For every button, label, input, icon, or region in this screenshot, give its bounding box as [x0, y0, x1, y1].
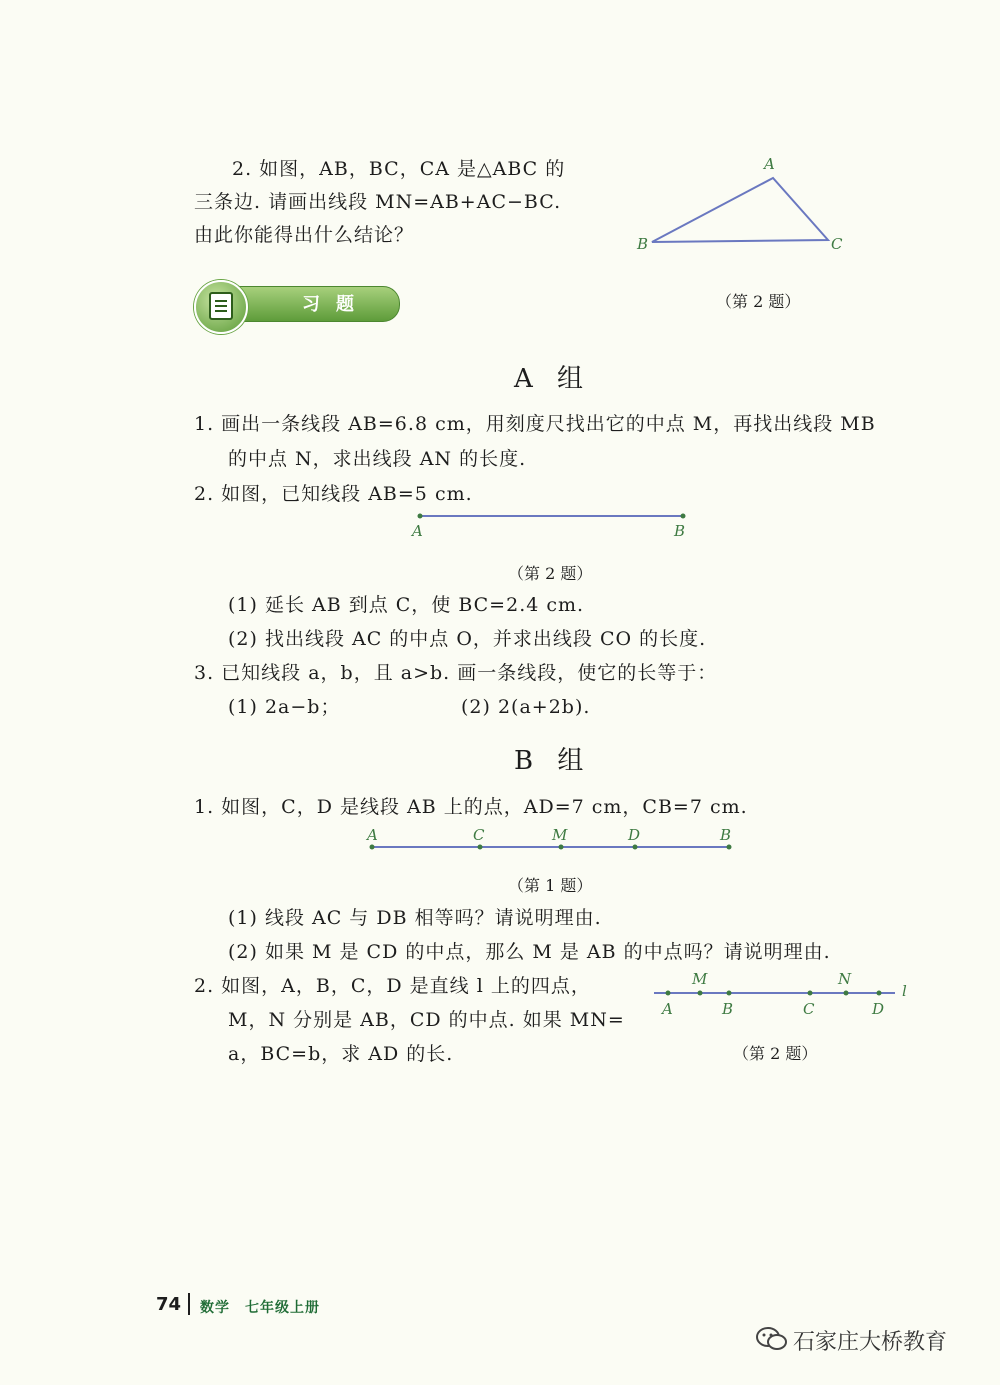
- b1-label-b: B: [720, 826, 732, 844]
- b-q1-sub1: (1) 线段 AC 与 DB 相等吗？请说明理由.: [228, 907, 602, 929]
- a-q2-sub2: (2) 找出线段 AC 的中点 O，并求出线段 CO 的长度.: [228, 628, 707, 650]
- triangle-caption: （第 2 题）: [716, 292, 801, 311]
- book-title: 数学 七年级上册: [200, 1300, 320, 1316]
- b1-label-a: A: [367, 826, 378, 844]
- point-a: [666, 991, 671, 996]
- top-q2-line1: 2. 如图，AB，BC，CA 是△ABC 的: [232, 158, 566, 180]
- segment-label-a: A: [412, 522, 423, 540]
- a-q2-line: 2. 如图，已知线段 AB=5 cm.: [194, 483, 473, 505]
- point-b: [727, 991, 732, 996]
- point-d: [877, 991, 882, 996]
- b-q1-sub2: (2) 如果 M 是 CD 的中点，那么 M 是 AB 的中点吗？请说明理由.: [228, 941, 831, 963]
- wechat-icon: [756, 1326, 788, 1352]
- a-q3-sub2: (2) 2(a+2b).: [461, 696, 591, 718]
- b2-label-c: C: [803, 1000, 815, 1018]
- b2-label-m: M: [692, 970, 708, 988]
- b-q2-line2: M，N 分别是 AB，CD 的中点. 如果 MN=: [228, 1009, 625, 1031]
- top-q2-line2: 三条边. 请画出线段 MN=AB+AC−BC.: [194, 191, 562, 213]
- segment-label-b: B: [674, 522, 686, 540]
- point-n: [844, 991, 849, 996]
- a-q3-line: 3. 已知线段 a，b，且 a>b. 画一条线段，使它的长等于：: [194, 662, 718, 684]
- point-c: [808, 991, 813, 996]
- a-q1-line2: 的中点 N，求出线段 AN 的长度.: [228, 448, 527, 470]
- triangle-label-b: B: [637, 235, 649, 253]
- banner-label: 习题: [302, 294, 370, 315]
- group-b-title: B 组: [514, 746, 592, 776]
- footer-divider: [188, 1293, 190, 1315]
- b1-label-d: D: [628, 826, 641, 844]
- b2-label-b: B: [722, 1000, 734, 1018]
- b2-label-n: N: [838, 970, 852, 988]
- top-q2-line3: 由此你能得出什么结论？: [194, 224, 415, 246]
- b-q2-line3: a，BC=b，求 AD 的长.: [228, 1043, 454, 1065]
- triangle-label-c: C: [831, 235, 843, 253]
- a-q1-line1: 1. 画出一条线段 AB=6.8 cm，用刻度尺找出它的中点 M，再找出线段 MB: [194, 413, 876, 435]
- b1-label-c: C: [473, 826, 485, 844]
- b-q1-caption: （第 1 题）: [508, 876, 593, 895]
- watermark-text: 石家庄大桥教育: [793, 1330, 948, 1355]
- a-q3-sub1: (1) 2a−b；: [228, 696, 341, 718]
- triangle-label-a: A: [764, 155, 775, 173]
- b-q2-caption: （第 2 题）: [733, 1044, 818, 1063]
- b2-label-l: l: [902, 982, 907, 1000]
- a-q2-sub1: (1) 延长 AB 到点 C，使 BC=2.4 cm.: [228, 594, 585, 616]
- point-m: [698, 991, 703, 996]
- b-q2-line1: 2. 如图，A，B，C，D 是直线 l 上的四点，: [194, 975, 591, 997]
- a-q2-caption: （第 2 题）: [508, 564, 593, 583]
- b2-label-d: D: [872, 1000, 885, 1018]
- page-number: 74: [156, 1294, 182, 1315]
- b2-label-a: A: [662, 1000, 673, 1018]
- b1-label-m: M: [552, 826, 568, 844]
- b-q1-line: 1. 如图，C，D 是线段 AB 上的点，AD=7 cm，CB=7 cm.: [194, 796, 748, 818]
- group-a-title: A 组: [514, 364, 592, 394]
